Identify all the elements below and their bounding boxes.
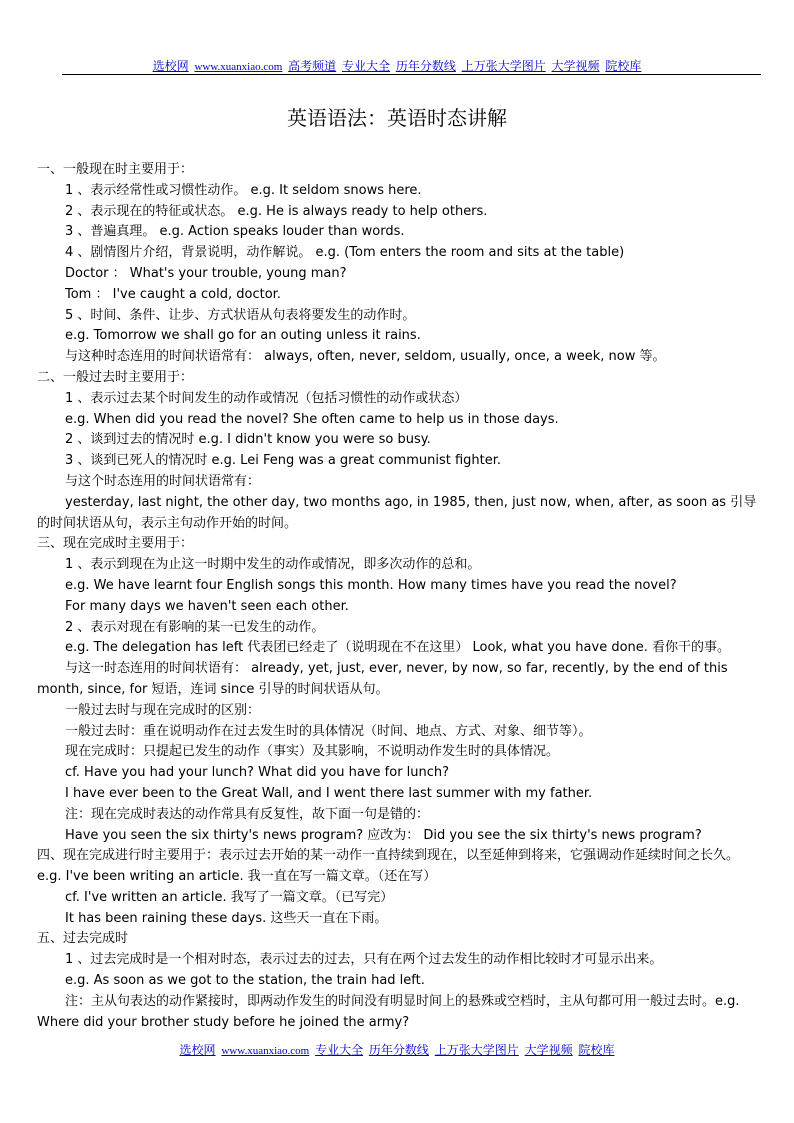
- header-nav: [0, 59, 794, 74]
- text-line: 1 、表示过去某个时间发生的动作或情况（包括习惯性的动作或状态）: [65, 390, 468, 406]
- document-body: [37, 160, 761, 1033]
- text-line: e.g. The delegation has left 代表团已经走了（说明现在不在这里） Look, what you have done. 看你干的事。: [65, 640, 731, 656]
- text-line: e.g. Tomorrow we shall go for an outing unless it rains.: [65, 328, 421, 344]
- nav-link[interactable]: 院校库: [578, 1043, 615, 1057]
- text-line: 1 、过去完成时是一个相对时态，表示过去的过去，只有在两个过去发生的动作相比较时才可显示出来。: [65, 952, 663, 968]
- page-title: 英语语法：英语时态讲解: [287, 106, 507, 130]
- nav-link[interactable]: www.xuanxiao.com: [194, 61, 283, 73]
- text-line: e.g. We have learnt four English songs this month. How many times have you read the novel?: [65, 577, 677, 593]
- nav-link[interactable]: 历年分数线: [368, 1043, 429, 1057]
- text-line: 一般过去时：重在说明动作在过去发生时的具体情况（时间、地点、方式、对象、细节等）。: [65, 723, 592, 739]
- text-line: 3 、普遍真理。 e.g. Action speaks louder than words.: [65, 224, 405, 240]
- nav-link[interactable]: 专业大全: [315, 1043, 364, 1057]
- text-line: I have ever been to the Great Wall, and I went there last summer with my father.: [65, 785, 593, 801]
- nav-link[interactable]: 历年分数线: [395, 59, 456, 73]
- section-heading: 一、一般现在时主要用于：: [37, 162, 194, 177]
- text-line: It has been raining these days. 这些天一直在下雨。: [65, 910, 388, 926]
- nav-link[interactable]: 大学视频: [524, 1043, 573, 1057]
- text-line: Have you seen the six thirty's news program? 应改为： Did you see the six thirty's news program?: [65, 827, 702, 843]
- text-line: 现在完成时：只提起已发生的动作（事实）及其影响，不说明动作发生时的具体情况。: [65, 744, 560, 760]
- text-line: 5 、时间、条件、让步、方式状语从句表将要发生的动作时。: [65, 307, 416, 323]
- nav-link[interactable]: www.xuanxiao.com: [221, 1045, 310, 1057]
- text-line: 3 、谈到已死人的情况时 e.g. Lei Feng was a great communist fighter.: [65, 453, 502, 469]
- nav-link[interactable]: 大学视频: [551, 59, 600, 73]
- text-line: 1 、表示经常性或习惯性动作。 e.g. It seldom snows here.: [65, 182, 422, 198]
- text-line: cf. I've written an article. 我写了一篇文章。（已写完）: [65, 889, 394, 905]
- header-divider: [62, 74, 761, 75]
- nav-link[interactable]: 专业大全: [342, 59, 391, 73]
- text-line: 与这种时态连用的时间状语常有： always, often, never, seldom, usually, once, a week, now 等。: [65, 349, 666, 365]
- nav-link[interactable]: 院校库: [605, 59, 642, 73]
- section-heading: 三、现在完成时主要用于：: [37, 536, 194, 552]
- text-line: For many days we haven't seen each other.: [65, 598, 349, 614]
- text-line: 注：主从句表达的动作紧接时，即两动作发生的时间没有明显时间上的悬殊或空档时，主从句都可用一般过去时。e.g. Where did your brother study before he joined the army?: [37, 993, 740, 1030]
- text-line: 一般过去时与现在完成时的区别：: [65, 702, 261, 718]
- nav-link[interactable]: 上万张大学图片: [434, 1043, 519, 1057]
- footer-nav: [0, 1043, 794, 1058]
- text-line: e.g. When did you read the novel? She often came to help us in those days.: [65, 411, 559, 427]
- text-line: 四、现在完成进行时主要用于：表示过去开始的某一动作一直持续到现在，以至延伸到将来，它强调动作延续时间之长久。e.g. I've been writing an article. 我一直在写一篇文章。（还在写）: [37, 848, 740, 885]
- text-line: 2 、谈到过去的情况时 e.g. I didn't know you were so busy.: [65, 432, 431, 448]
- text-line: 1 、表示到现在为止这一时期中发生的动作或情况，即多次动作的总和。: [65, 557, 481, 573]
- text-line: 2 、表示现在的特征或状态。 e.g. He is always ready to help others.: [65, 203, 488, 219]
- section-heading: 二、一般过去时主要用于：: [37, 369, 194, 385]
- text-line: 2 、表示对现在有影响的某一已发生的动作。: [65, 619, 325, 635]
- text-line: e.g. As soon as we got to the station, the train had left.: [65, 973, 425, 989]
- text-line: 与这个时态连用的时间状语常有：: [65, 473, 261, 489]
- nav-link[interactable]: 选校网: [179, 1043, 216, 1057]
- text-line: 与这一时态连用的时间状语有： already, yet, just, ever, never, by now, so far, recently, by the end of this month, since, for 短语，连词 since 引导的时间状语从句。: [37, 661, 728, 697]
- nav-link[interactable]: 高考频道: [288, 59, 337, 73]
- text-line: Doctor ： What's your trouble, young man?: [65, 265, 347, 281]
- text-line: Tom ： I've caught a cold, doctor.: [65, 286, 281, 302]
- nav-link[interactable]: 上万张大学图片: [461, 59, 546, 73]
- text-line: yesterday, last night, the other day, two months ago, in 1985, then, just now, when, after, as soon as 引导的时间状语从句，表示主句动作开始的时间。: [37, 494, 757, 531]
- section-heading: 五、过去完成时: [37, 931, 129, 947]
- nav-link[interactable]: 选校网: [152, 59, 189, 73]
- text-line: 注：现在完成时表达的动作常具有反复性，故下面一句是错的：: [65, 806, 430, 822]
- text-line: 4 、剧情图片介绍，背景说明，动作解说。 e.g. (Tom enters the room and sits at the table): [65, 245, 625, 261]
- text-line: cf. Have you had your lunch? What did you have for lunch?: [65, 765, 450, 781]
